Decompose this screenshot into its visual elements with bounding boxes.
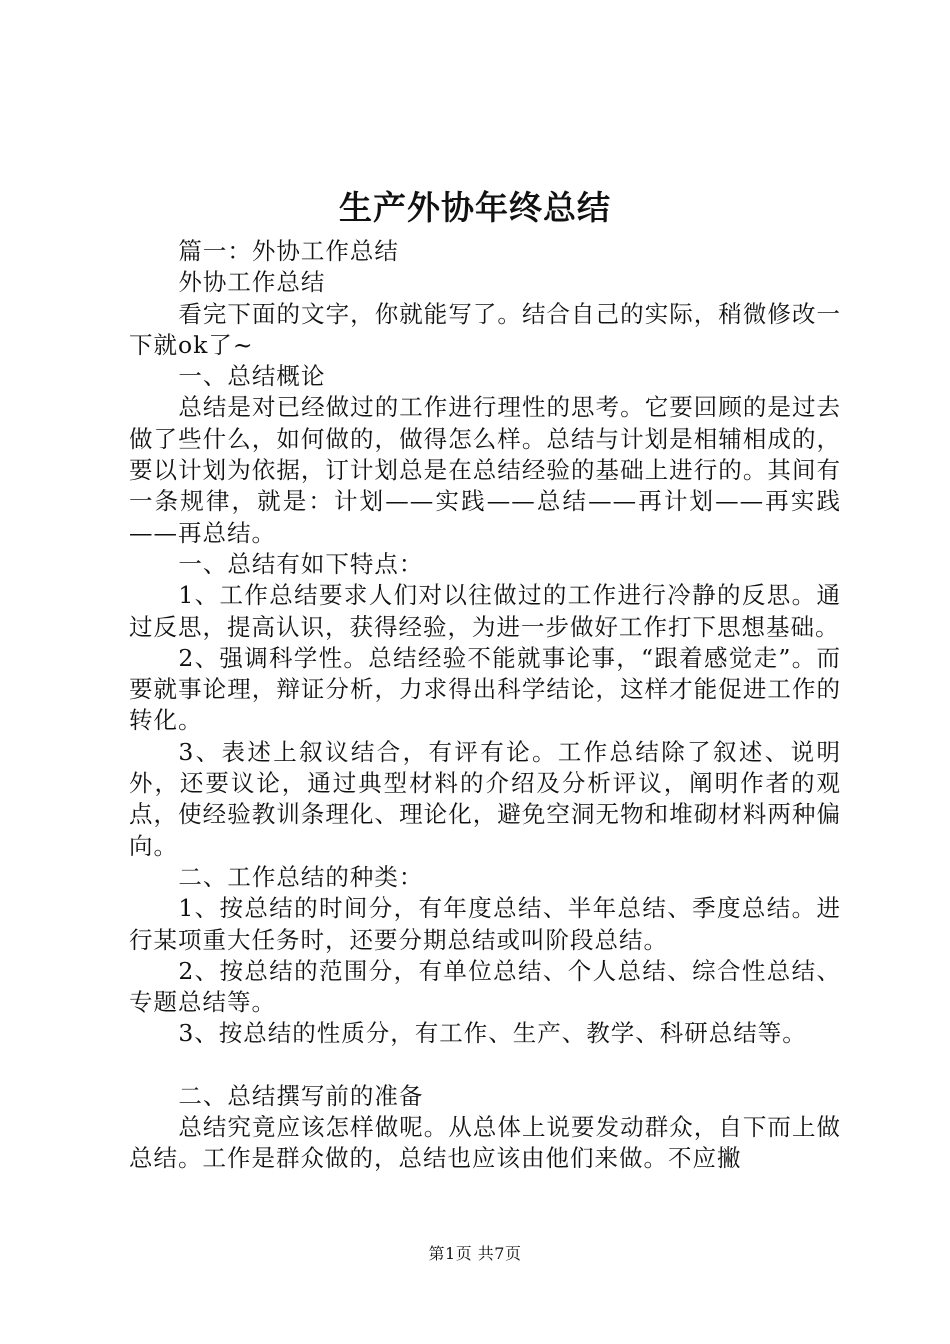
paragraph: 二、工作总结的种类： [178,862,424,891]
paragraph: 3、按总结的性质分，有工作、生产、教学、科研总结等。 [178,1019,807,1048]
paragraph: 2、强调科学性。总结经验不能就事论事，“跟着感觉走”。而要就事论理，辩证分析，力求得出科学结论，这样才能促进工作的转化。 [129,643,841,735]
paragraph: 3、表述上叙议结合，有评有论。工作总结除了叙述、说明外，还要议论，通过典型材料的介绍及分析评议，阐明作者的观点，使经验教训条理化、理论化，避免空洞无物和堆砌材料两种偏向。 [129,737,841,860]
document-title: 生产外协年终总结 [339,188,611,227]
paragraph: 一、总结有如下特点： [178,549,424,578]
document-body [129,236,841,1175]
paragraph: 看完下面的文字，你就能写了。结合自己的实际，稍微修改一下就ok了~ [129,299,841,359]
paragraph: 1、按总结的时间分，有年度总结、半年总结、季度总结。进行某项重大任务时，还要分期总结或叫阶段总结。 [129,894,841,954]
paragraph: 一、总结概论 [178,362,326,391]
paragraph: 外协工作总结 [178,268,326,297]
paragraph: 2、按总结的范围分，有单位总结、个人总结、综合性总结、专题总结等。 [129,956,841,1017]
paragraph: 总结是对已经做过的工作进行理性的思考。它要回顾的是过去做了些什么，如何做的，做得怎么样。总结与计划是相辅相成的，要以计划为依据，订计划总是在总结经验的基础上进行的。其间有一条规律，就是：计划——实践——总结——再计划——再实践——再总结。 [129,393,841,547]
paragraph: 总结究竟应该怎样做呢。从总体上说要发动群众，自下而上做总结。工作是群众做的，总结也应该由他们来做。不应撇 [129,1113,841,1173]
page-footer: 第1页 共7页 [428,1244,522,1263]
paragraph: 篇一：外协工作总结 [178,237,399,265]
paragraph: 1、工作总结要求人们对以往做过的工作进行冷静的反思。通过反思，提高认识，获得经验，为进一步做好工作打下思想基础。 [129,581,841,641]
paragraph: 二、总结撰写前的准备 [178,1081,424,1110]
